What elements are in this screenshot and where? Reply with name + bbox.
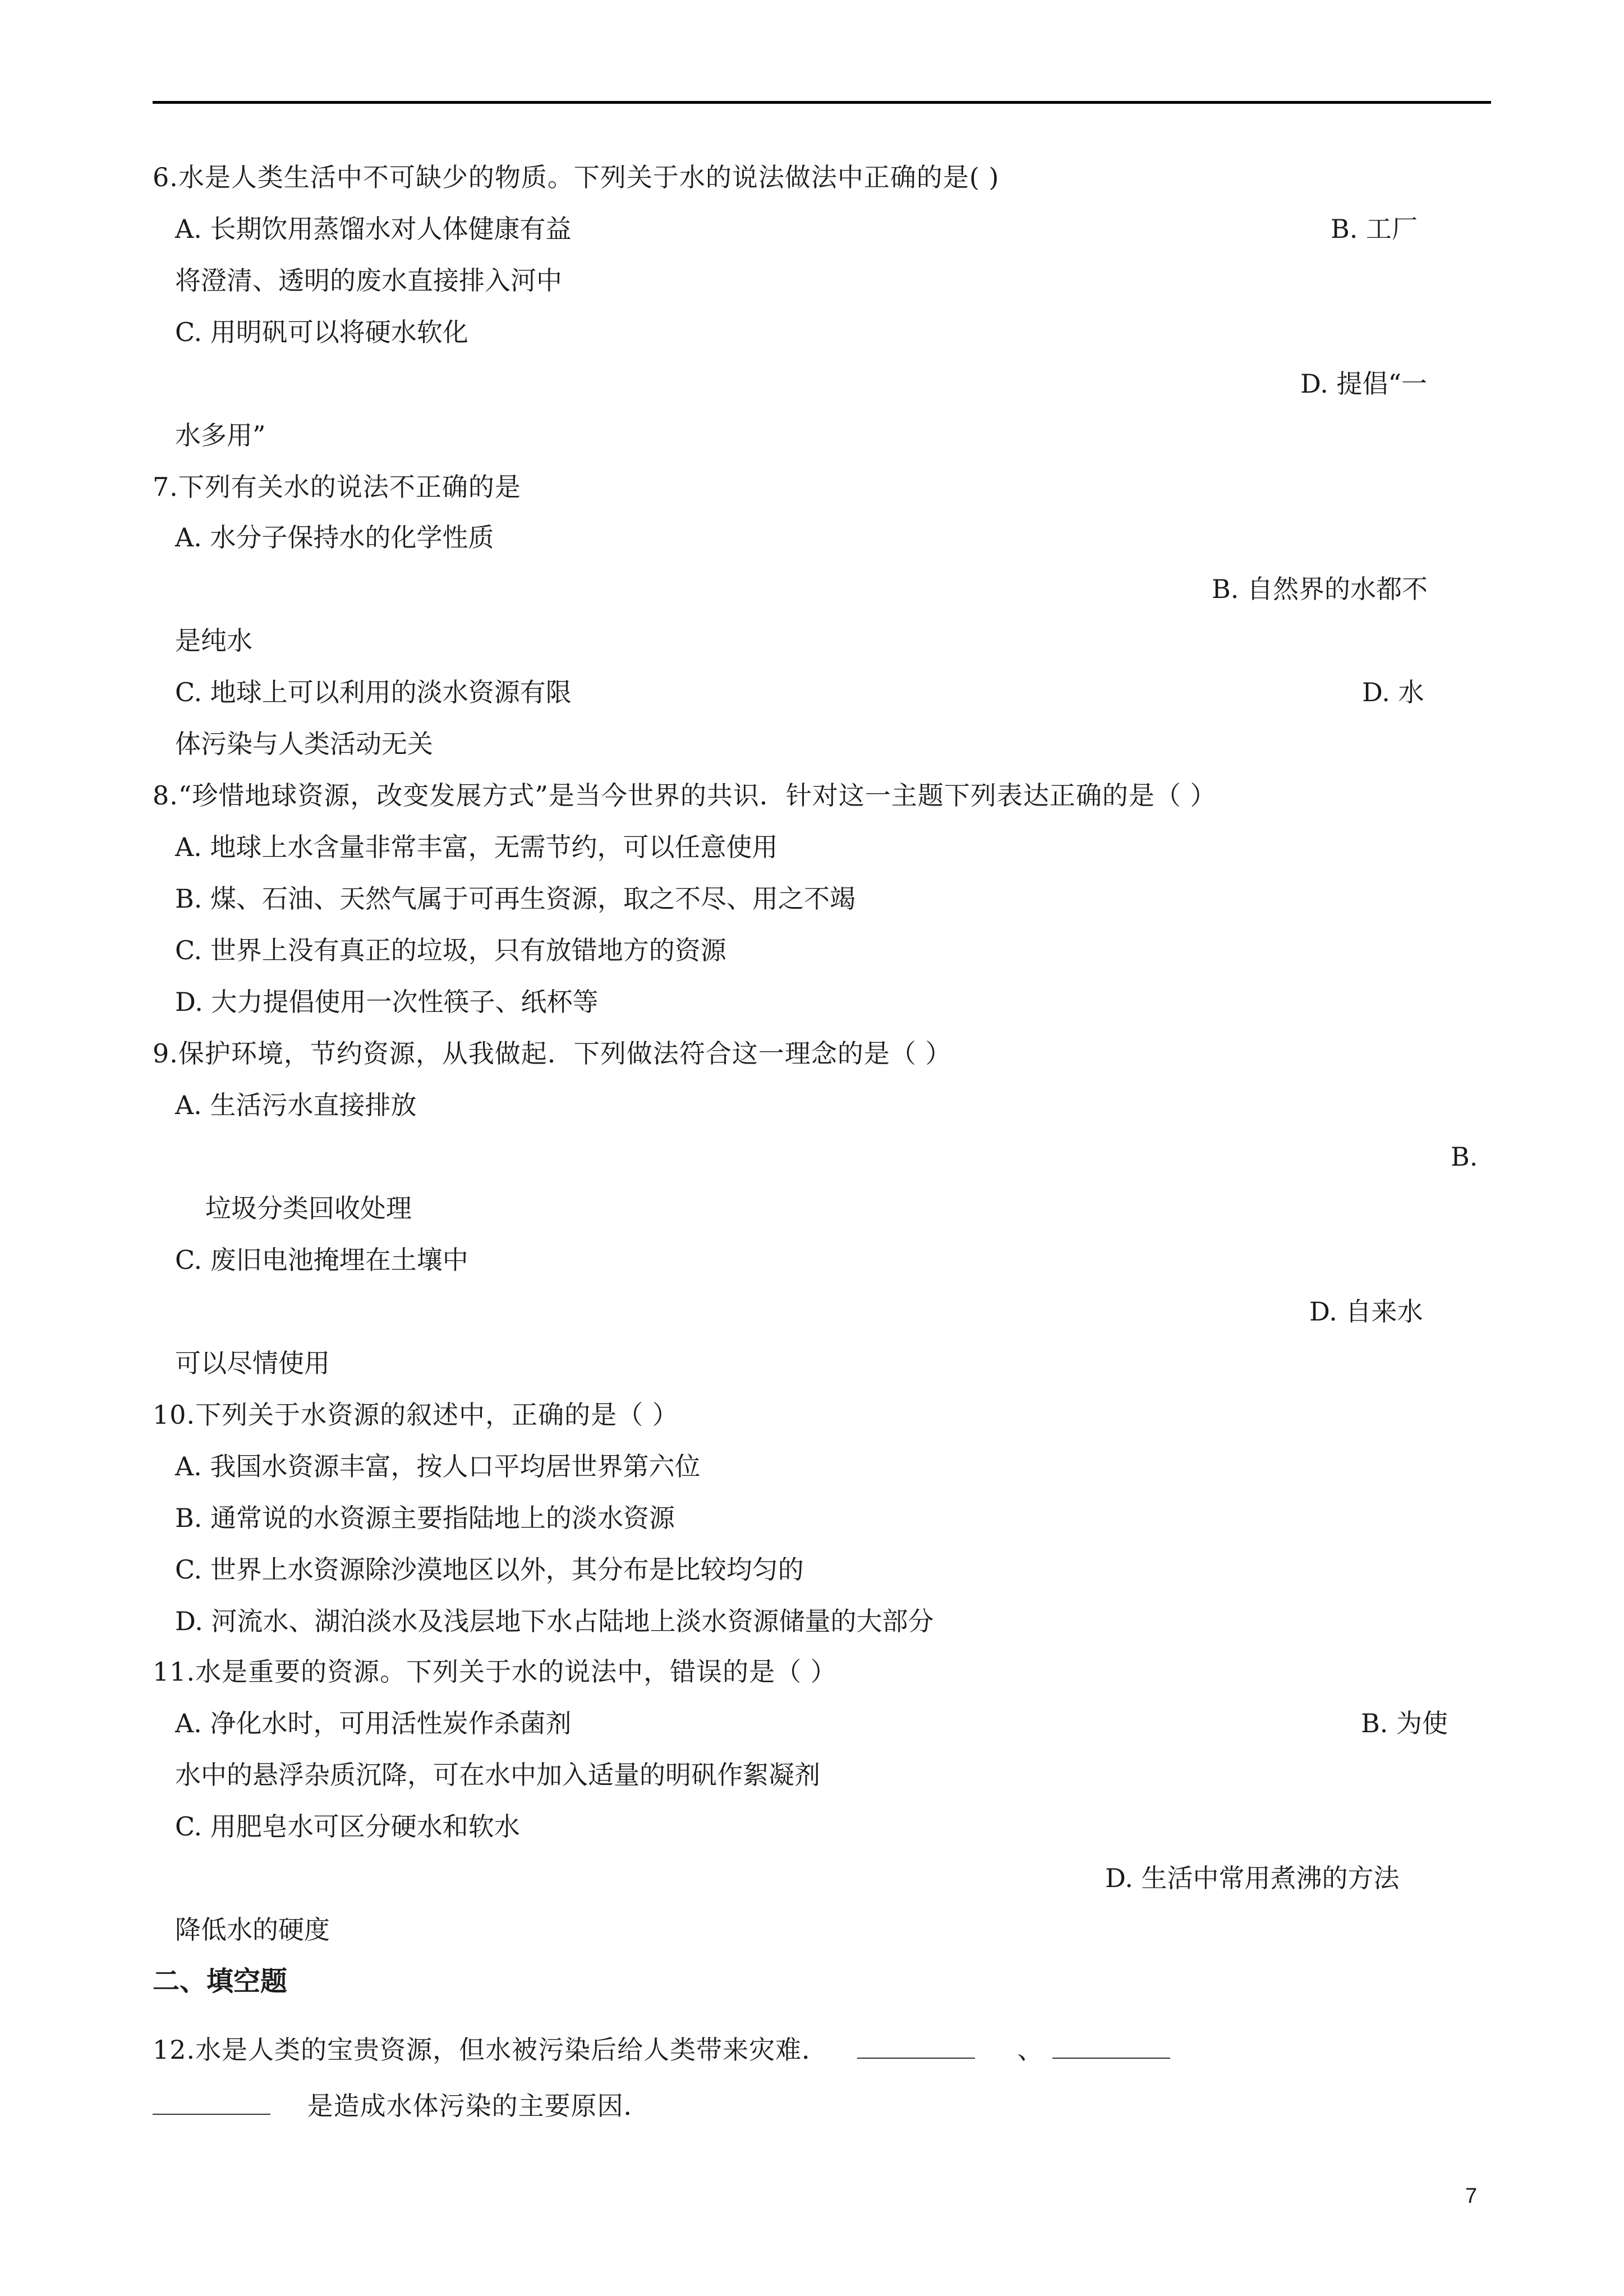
q7-option-d-cont: 体污染与人类活动无关	[175, 729, 433, 759]
q7-option-b-lead: B. 自然界的水都不	[1212, 574, 1428, 604]
q9-option-d-lead: D. 自来水	[1309, 1296, 1423, 1327]
q12-line2	[153, 2090, 650, 2122]
q7-stem: 7.下列有关水的说法不正确的是	[153, 472, 521, 502]
q12-blank-2[interactable]	[1052, 2035, 1170, 2059]
page-number: 7	[1465, 2184, 1478, 2208]
header-rule	[153, 101, 1491, 104]
q7-option-a: A. 水分子保持水的化学性质	[175, 522, 494, 553]
q9-option-d-cont: 可以尽情使用	[175, 1348, 330, 1378]
q11-option-d-cont: 降低水的硬度	[175, 1915, 330, 1945]
q8-option-a: A. 地球上水含量非常丰富，无需节约，可以任意使用	[175, 832, 778, 862]
q6-option-b-cont: 将澄清、透明的废水直接排入河中	[175, 265, 562, 296]
q8-option-d: D. 大力提倡使用一次性筷子、纸杯等	[175, 987, 599, 1017]
q6-stem: 6.水是人类生活中不可缺少的物质。下列关于水的说法做法中正确的是( )	[153, 162, 1000, 192]
q10-stem: 10.下列关于水资源的叙述中，正确的是（ ）	[153, 1400, 679, 1430]
q9-option-b-cont: 垃圾分类回收处理	[205, 1193, 412, 1223]
q12-blank-3[interactable]	[153, 2091, 270, 2115]
q12-stem: 12.水是人类的宝贵资源，但水被污染后给人类带来灾难．	[153, 2035, 829, 2065]
q11-option-d-lead: D. 生活中常用煮沸的方法	[1105, 1863, 1400, 1893]
q6-option-d-lead: D. 提倡“一	[1300, 369, 1428, 399]
q11-stem: 11.水是重要的资源。下列关于水的说法中，错误的是（ ）	[153, 1657, 837, 1687]
q12-separator: 、	[1017, 2035, 1044, 2065]
q6-option-d-cont: 水多用”	[175, 420, 266, 450]
q6-option-c: C. 用明矾可以将硬水软化	[175, 317, 468, 347]
q7-option-b-cont: 是纯水	[175, 625, 252, 656]
q10-option-b: B. 通常说的水资源主要指陆地上的淡水资源	[175, 1503, 675, 1533]
q6-option-a: A. 长期饮用蒸馏水对人体健康有益	[175, 214, 572, 244]
q6-option-b-lead: B. 工厂	[1331, 214, 1418, 244]
q10-option-d: D. 河流水、湖泊淡水及浅层地下水占陆地上淡水资源储量的大部分	[175, 1606, 934, 1636]
q7-option-d-lead: D. 水	[1362, 677, 1424, 707]
q11-option-b-cont: 水中的悬浮杂质沉降，可在水中加入适量的明矾作絮凝剂	[175, 1760, 820, 1790]
q11-option-b-lead: B. 为使	[1361, 1708, 1448, 1738]
q11-option-a: A. 净化水时，可用活性炭作杀菌剂	[175, 1708, 572, 1738]
q11-option-c: C. 用肥皂水可区分硬水和软水	[175, 1811, 520, 1842]
q12-line1	[153, 2034, 1170, 2065]
q9-option-a: A. 生活污水直接排放	[175, 1090, 417, 1120]
section-heading-fill-in: 二、填空题	[153, 1966, 288, 1997]
q12-tail: 是造成水体污染的主要原因．	[307, 2091, 650, 2121]
q8-option-c: C. 世界上没有真正的垃圾，只有放错地方的资源	[175, 935, 726, 965]
q9-option-c: C. 废旧电池掩埋在土壤中	[175, 1245, 468, 1275]
q10-option-a: A. 我国水资源丰富，按人口平均居世界第六位	[175, 1451, 701, 1481]
q7-option-c: C. 地球上可以利用的淡水资源有限	[175, 677, 572, 707]
q9-stem: 9.保护环境，节约资源，从我做起．下列做法符合这一理念的是（ ）	[153, 1038, 952, 1069]
q8-stem: 8.“珍惜地球资源，改变发展方式”是当今世界的共识．针对这一主题下列表达正确的是（ ）	[153, 780, 1217, 811]
q12-blank-1[interactable]	[857, 2035, 975, 2059]
q9-option-b-lead: B.	[1451, 1142, 1478, 1172]
q8-option-b: B. 煤、石油、天然气属于可再生资源，取之不尽、用之不竭	[175, 884, 856, 914]
q10-option-c: C. 世界上水资源除沙漠地区以外，其分布是比较均匀的	[175, 1554, 804, 1585]
